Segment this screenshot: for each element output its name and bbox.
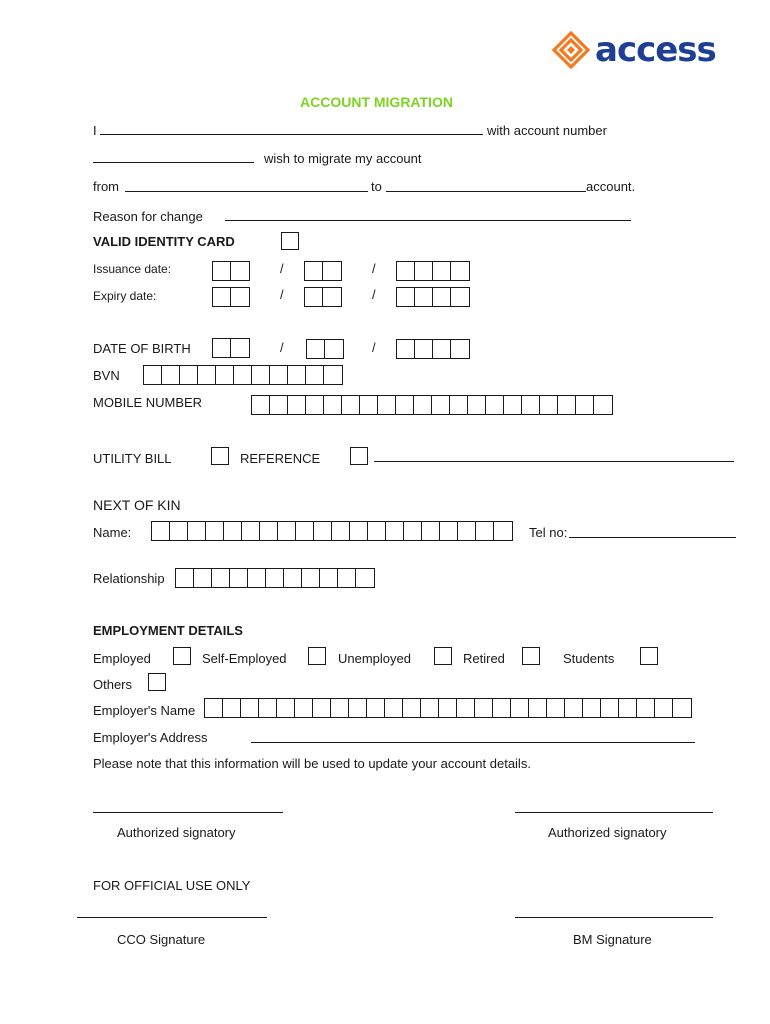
emp-option-employed: Employed: [93, 651, 151, 666]
brand-name: access: [595, 30, 716, 70]
tel-line[interactable]: [569, 537, 736, 538]
slash: /: [372, 261, 376, 276]
line1-prefix: I: [93, 123, 97, 138]
bm-label: BM Signature: [573, 932, 652, 947]
expiry-year-boxes[interactable]: [396, 287, 470, 307]
note-text: Please note that this information will be used to update your account details.: [93, 756, 531, 771]
employer-address-label: Employer's Address: [93, 730, 208, 745]
access-diamond-icon: [551, 30, 591, 70]
expiry-day-boxes[interactable]: [212, 287, 250, 307]
slash: /: [372, 287, 376, 302]
slash: /: [280, 287, 284, 302]
mobile-label: MOBILE NUMBER: [93, 395, 203, 410]
relationship-boxes[interactable]: [175, 568, 375, 588]
employer-address-line[interactable]: [251, 742, 695, 743]
line2-suffix: wish to migrate my account: [264, 151, 422, 166]
issuance-label: Issuance date:: [93, 262, 172, 276]
sig-left-label: Authorized signatory: [117, 825, 236, 840]
bvn-boxes[interactable]: [143, 365, 343, 385]
bvn-label: BVN: [93, 368, 120, 383]
official-use-label: FOR OFFICIAL USE ONLY: [93, 878, 251, 893]
customer-name-line[interactable]: [100, 134, 483, 135]
emp-option-unemployed: Unemployed: [338, 651, 411, 666]
access-logo: [551, 30, 716, 70]
self-employed-checkbox[interactable]: [308, 647, 326, 665]
valid-id-checkbox[interactable]: [281, 232, 299, 250]
signature-line-right[interactable]: [515, 812, 713, 813]
dob-label: DATE OF BIRTH: [93, 341, 191, 356]
reason-line[interactable]: [225, 220, 631, 221]
slash: /: [280, 340, 284, 355]
from-account-line[interactable]: [125, 191, 368, 192]
others-label: Others: [93, 677, 133, 692]
dob-year-boxes[interactable]: [396, 339, 470, 359]
dob-month-boxes[interactable]: [306, 339, 344, 359]
employed-checkbox[interactable]: [173, 647, 191, 665]
students-checkbox[interactable]: [640, 647, 658, 665]
mobile-boxes[interactable]: [251, 395, 613, 415]
bm-signature-line[interactable]: [515, 917, 713, 918]
valid-id-label: VALID IDENTITY CARD: [93, 234, 235, 249]
from-label: from: [93, 179, 119, 194]
others-checkbox[interactable]: [148, 673, 166, 691]
relationship-label: Relationship: [93, 571, 165, 586]
cco-label: CCO Signature: [117, 932, 206, 947]
employer-name-label: Employer's Name: [93, 703, 196, 718]
unemployed-checkbox[interactable]: [434, 647, 452, 665]
to-account-line[interactable]: [386, 191, 586, 192]
slash: /: [372, 340, 376, 355]
account-end-label: account.: [586, 179, 636, 194]
emp-option-students: Students: [563, 651, 615, 666]
emp-option-retired: Retired: [463, 651, 505, 666]
issuance-month-boxes[interactable]: [304, 261, 342, 281]
nok-name-boxes[interactable]: [151, 521, 513, 541]
form-title: ACCOUNT MIGRATION: [300, 94, 453, 110]
line1-suffix: with account number: [487, 123, 607, 138]
utility-checkbox[interactable]: [211, 447, 229, 465]
nok-label: NEXT OF KIN: [93, 497, 181, 513]
slash: /: [280, 261, 284, 276]
employer-name-boxes[interactable]: [204, 698, 692, 718]
issuance-day-boxes[interactable]: [212, 261, 250, 281]
reference-checkbox[interactable]: [350, 447, 368, 465]
reference-line[interactable]: [374, 461, 734, 462]
issuance-year-boxes[interactable]: [396, 261, 470, 281]
account-number-line[interactable]: [93, 162, 254, 163]
reference-label: REFERENCE: [240, 451, 321, 466]
signature-line-left[interactable]: [93, 812, 283, 813]
retired-checkbox[interactable]: [522, 647, 540, 665]
reason-label: Reason for change: [93, 209, 203, 224]
dob-day-boxes[interactable]: [212, 338, 250, 358]
expiry-label: Expiry date:: [93, 289, 157, 303]
nok-name-label: Name:: [93, 525, 132, 540]
to-label: to: [371, 179, 382, 194]
tel-label: Tel no:: [529, 525, 568, 540]
expiry-month-boxes[interactable]: [304, 287, 342, 307]
employment-label: EMPLOYMENT DETAILS: [93, 623, 243, 638]
cco-signature-line[interactable]: [77, 917, 267, 918]
sig-right-label: Authorized signatory: [548, 825, 667, 840]
utility-label: UTILITY BILL: [93, 451, 172, 466]
emp-option-self-employed: Self-Employed: [202, 651, 287, 666]
